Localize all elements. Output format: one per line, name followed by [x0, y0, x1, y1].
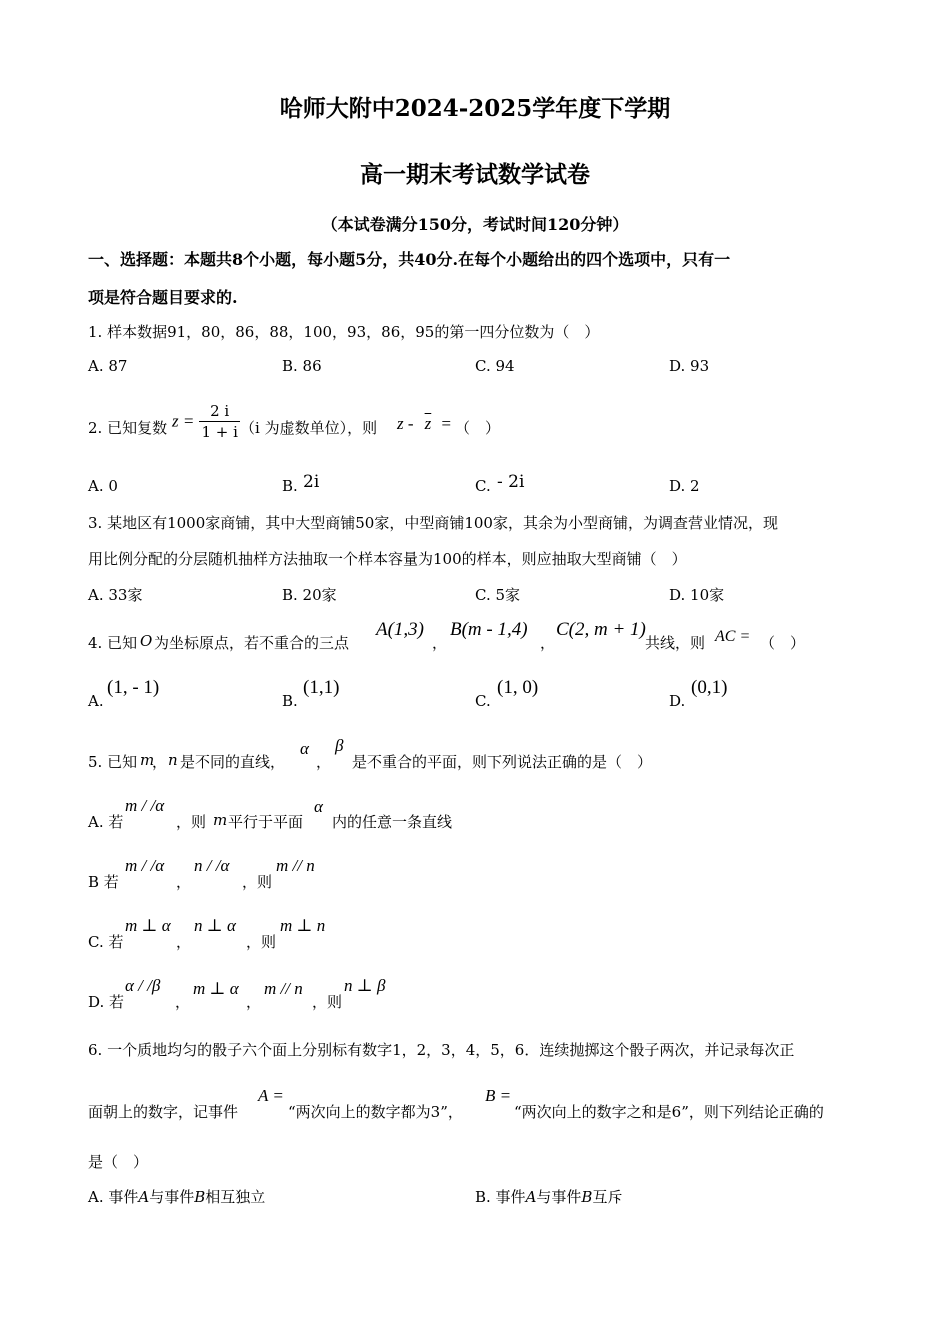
q4-option-d-value: (0,1) [691, 677, 728, 698]
q5-option-b-comma: ， [176, 873, 192, 891]
q4-option-a-value: (1, - 1) [107, 677, 160, 698]
q5-option-b-result: m // n [276, 856, 315, 875]
q4-vector-ac: AC = [715, 628, 751, 645]
q5-option-c-cond1: m ⊥ α [125, 916, 171, 935]
q5-option-d-label: D. 若 [88, 993, 125, 1011]
q2-z-eq: z = [172, 411, 195, 431]
q6-event-a-eq: A = [258, 1086, 284, 1105]
q2-option-b-value: 2i [303, 472, 320, 492]
q4-option-c-label: C. [475, 692, 491, 710]
q5-option-a-mid: ，则 [176, 813, 207, 831]
q4-option-b-label: B. [282, 692, 298, 710]
q5-option-b-cond2: n / /α [194, 856, 230, 875]
q6-line2-pre: 面朝上的数字，记事件 [88, 1103, 239, 1121]
q6-option-b-pre: B. 事件 [475, 1188, 526, 1206]
q5-option-c-cond2: n ⊥ α [194, 916, 236, 935]
q6-option-a [88, 1186, 265, 1207]
q4-option-d-label: D. [669, 692, 686, 710]
q6-option-b-mid: 与事件 [536, 1188, 582, 1206]
q6-line1: 6. 一个质地均匀的骰子六个面上分别标有数字1，2，3，4，5，6．连续抛掷这个骰子两次，并记录每次正 [88, 1041, 795, 1059]
q3-line1: 3. 某地区有1000家商铺，其中大型商铺50家，中型商铺100家，其余为小型商铺，为调查营业情况，现 [88, 514, 778, 532]
q4-stem-mid: 为坐标原点，若不重合的三点 [154, 634, 350, 652]
section1-line1: 一、选择题：本题共8个小题，每小题5分，共40分.在每个小题给出的四个选项中，只有一 [88, 250, 731, 269]
q5-stem-mid: 是不同的直线， [180, 753, 286, 771]
q5-option-a-post1: 平行于平面 [228, 813, 304, 831]
q3-option-c: C. 5家 [475, 586, 521, 604]
q5-option-d-then: ，则 [312, 993, 343, 1011]
q5-option-d-cond1: α / /β [125, 976, 161, 995]
q5-stem-post: 是不重合的平面，则下列说法正确的是（ ） [352, 753, 653, 771]
q4-option-a-label: A. [88, 692, 104, 710]
q2-fraction-numerator: 2 i [199, 401, 239, 422]
q6-line2-post: “两次向上的数字之和是6”，则下列结论正确的 [514, 1103, 824, 1121]
q5-option-d-comma1: ， [175, 993, 191, 1011]
q3-option-b: B. 20家 [282, 586, 337, 604]
q6-option-a-mid: 与事件 [149, 1188, 195, 1206]
q5-comma2: ， [316, 753, 332, 771]
q2-option-c-value: - 2i [497, 472, 525, 492]
q2-option-d: D. 2 [669, 477, 700, 495]
q5-option-c-label: C. 若 [88, 933, 124, 951]
q5-n: n [168, 751, 178, 769]
q4-point-b: B(m - 1,4) [450, 619, 528, 640]
q4-option-b-value: (1,1) [303, 677, 340, 698]
q6-option-a-event-b: B [194, 1188, 206, 1206]
q4-stem-post: （ ） [760, 634, 806, 652]
q5-option-d-result: n ⊥ β [344, 976, 386, 995]
q6-option-b [475, 1186, 622, 1207]
q5-beta: β [335, 736, 344, 755]
section1-line2: 项是符合题目要求的. [88, 288, 238, 307]
q5-alpha: α [300, 739, 309, 758]
q2-z-equation [172, 401, 240, 442]
q3-option-d: D. 10家 [669, 586, 725, 604]
q6-option-b-event-a: A [525, 1188, 537, 1206]
q5-option-a-label: A. 若 [88, 813, 124, 831]
q5-option-b-cond1: m / /α [125, 856, 165, 875]
q5-option-d-cond3: m // n [264, 979, 303, 998]
q6-option-a-post: 相互独立 [205, 1188, 266, 1206]
q5-option-c-comma: ， [176, 933, 192, 951]
q2-stem-post: （ ） [455, 419, 501, 437]
q2-option-a: A. 0 [88, 477, 118, 495]
q2-expr-eq: = [440, 414, 452, 433]
q1-option-c: C. 94 [475, 357, 515, 375]
q2-zbar: $\overline{z}$ [424, 414, 432, 433]
q2-expression [397, 414, 452, 434]
q6-option-b-post: 互斥 [592, 1188, 623, 1206]
q1-stem: 1. 样本数据91，80，86，88，100，93，86，95的第一四分位数为（ ） [88, 323, 600, 341]
q6-line3: 是（ ） [88, 1153, 149, 1171]
exam-title-line2: 高一期末考试数学试卷 [360, 161, 590, 188]
q5-option-d-comma2: ， [246, 993, 262, 1011]
q2-option-b-label: B. [282, 477, 298, 495]
q6-option-a-event-a: A [138, 1188, 150, 1206]
q1-option-b: B. 86 [282, 357, 322, 375]
q4-option-c-value: (1, 0) [497, 677, 539, 698]
q4-stem-pre: 4. 已知 [88, 634, 138, 652]
exam-note: （本试卷满分150分，考试时间120分钟） [321, 215, 629, 234]
q6-option-b-event-b: B [581, 1188, 593, 1206]
q5-option-d-cond2: m ⊥ α [193, 979, 239, 998]
q5-option-a-m: m [213, 811, 228, 829]
q4-point-a: A(1,3) [376, 619, 425, 640]
q5-option-a-post2: 内的任意一条直线 [332, 813, 453, 831]
q1-option-d: D. 93 [669, 357, 710, 375]
q2-stem-pre: 2. 已知复数 [88, 419, 168, 437]
exam-title-line1: 哈师大附中2024-2025学年度下学期 [279, 95, 671, 122]
q5-comma: ， [152, 753, 168, 771]
q6-event-b-eq: B = [485, 1086, 512, 1105]
q4-sep1: ， [432, 634, 448, 652]
q2-expr: z - [397, 414, 414, 433]
q4-stem-mid2: 共线，则 [645, 634, 706, 652]
q5-option-a-alpha: α [314, 797, 323, 816]
q2-fraction-denominator: 1 + i [201, 423, 238, 441]
q2-option-c-label: C. [475, 477, 491, 495]
q2-stem-mid: （i 为虚数单位），则 [240, 419, 378, 437]
q5-option-c-then: ，则 [246, 933, 277, 951]
q5-m: m [140, 751, 155, 769]
q6-line2-mid: “两次向上的数字都为3”， [288, 1103, 463, 1121]
q2-fraction [199, 401, 239, 442]
q6-option-a-pre: A. 事件 [88, 1188, 139, 1206]
q5-option-a-cond: m / /α [125, 796, 165, 815]
q3-line2: 用比例分配的分层随机抽样方法抽取一个样本容量为100的样本，则应抽取大型商铺（ ） [88, 550, 687, 568]
q3-option-a: A. 33家 [88, 586, 143, 604]
q5-option-b-then: ，则 [242, 873, 273, 891]
q4-sep2: ， [540, 634, 556, 652]
q1-option-a: A. 87 [88, 357, 128, 375]
q4-point-c: C(2, m + 1) [556, 619, 646, 640]
q5-stem: 5. 已知 [88, 753, 138, 771]
q4-o: O [140, 632, 153, 650]
q5-option-b-label: B 若 [88, 873, 119, 891]
q5-option-c-result: m ⊥ n [280, 916, 326, 935]
